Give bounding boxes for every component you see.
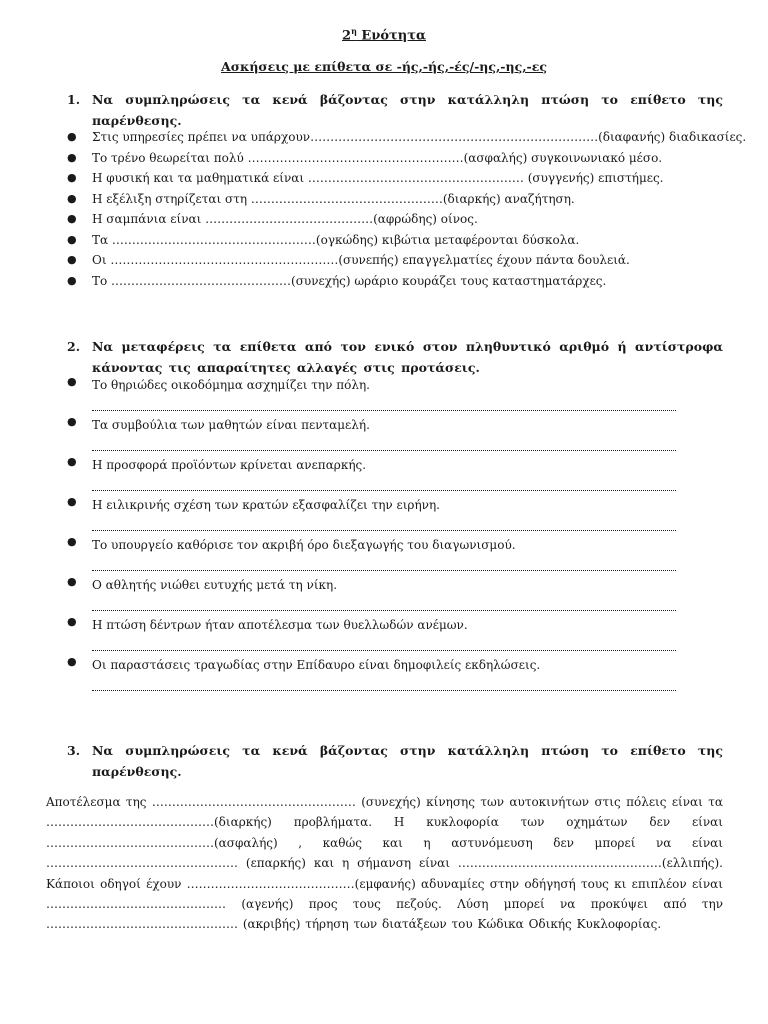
fill-sentence: Η εξέλιξη στηρίζεται στη …………………………………………(διαρκής) αναζήτηση. (92, 191, 575, 206)
title-superscript: η (351, 26, 357, 36)
bullet-icon: ● (67, 655, 77, 668)
transform-sentence: Η ειλικρινής σχέση των κρατών εξασφαλίζει την ειρήνη. (92, 498, 440, 512)
list-item (67, 127, 747, 148)
fill-sentence: Το ………………………………………(συνεχής) ωράριο κουράζει τους καταστηματάρχες. (92, 273, 607, 288)
list-item (67, 615, 727, 655)
page-subtitle: Ασκήσεις με επίθετα σε -ής,-ής,-ές/-ης,-ης,-ες (221, 59, 547, 74)
bullet-icon: ● (67, 615, 77, 628)
transform-sentence: Ο αθλητής νιώθει ευτυχής μετά τη νίκη. (92, 578, 338, 592)
list-item (67, 375, 727, 415)
list-item (67, 148, 727, 169)
bullet-icon: ● (67, 232, 77, 246)
title-number: 2 (342, 28, 352, 44)
transform-sentence: Το υπουργείο καθόρισε τον ακριβή όρο διεξαγωγής του διαγωνισμού. (92, 538, 516, 552)
transform-sentence: Τα συμβούλια των μαθητών είναι πενταμελή. (92, 418, 370, 432)
transform-sentence: Οι παραστάσεις τραγωδίας στην Επίδαυρο είναι δημοφιλείς εκδηλώσεις. (92, 658, 541, 672)
fill-sentence: Οι …………………………………………………(συνεπής) επαγγελματίες έχουν πάντα δουλειά. (92, 253, 630, 267)
bullet-icon: ● (67, 150, 77, 164)
bullet-icon: ● (67, 415, 77, 428)
transform-sentence: Η προσφορά προϊόντων κρίνεται ανεπαρκής. (92, 458, 367, 472)
fill-sentence: Στις υπηρεσίες πρέπει να υπάρχουν………………………………………………………………(διαφανής) διαδικασίες. (92, 130, 747, 144)
exercise-2-list (67, 375, 727, 695)
fill-sentence: Το τρένο θεωρείται πολύ ………………………………………………(ασφαλής) συγκοινωνιακό μέσο. (92, 150, 663, 165)
bullet-icon: ● (67, 130, 77, 143)
list-item (67, 535, 727, 575)
bullet-icon: ● (67, 575, 77, 588)
exercise-1-heading (67, 89, 723, 131)
exercise-3-paragraph: Αποτέλεσμα της …………………………………………… (συνεχής) κίνησης των αυτοκινήτων στις πόλεις είναι τα ……………………………………(διαρκής) προβλήματα. Η κυκλοφορία των οχημάτων δεν είναι ……………………………………(ασφαλής) , καθώς και η αστυνόμευση δεν μπορεί να είναι ………………………………………… (επαρκής) και η σήμανση είναι ……………………………………………(ελλιπής). Κάποιοι οδηγοί έχουν ……………………………………(εμφανής) αδυναμίες στην οδήγησή τους κι επιπλέον είναι ……………………………………… (αγενής) προς τους πεζούς. Λύση μπορεί να προκύψει από την ………………………………………… (ακριβής) τήρηση των διατάξεων του Κώδικα Οδικής Κυκλοφορίας. (46, 795, 723, 932)
list-item (67, 271, 727, 292)
bullet-icon: ● (67, 495, 77, 508)
fill-sentence: Τα ……………………………………………(ογκώδης) κιβώτια μεταφέρονται δύσκολα. (92, 232, 580, 247)
list-item (67, 415, 727, 455)
list-item (67, 189, 727, 210)
fill-sentence: Η φυσική και τα μαθηματικά είναι ……………………………………………… (συγγενής) επιστήμες. (92, 171, 664, 185)
list-item (67, 495, 727, 535)
exercise-2-instructions: Να μεταφέρεις τα επίθετα από τον ενικό στον πληθυντικό αριθμό ή αντίστροφα κάνοντας τις απαραίτητες αλλαγές στις προτάσεις. (92, 339, 723, 375)
exercise-3-number: 3. (67, 743, 81, 758)
list-item (67, 168, 727, 189)
title-word: Ενότητα (356, 28, 426, 44)
list-item (67, 655, 727, 695)
exercise-2-number: 2. (67, 339, 81, 354)
bullet-icon: ● (67, 535, 77, 548)
fill-sentence: Η σαμπάνια είναι ……………………………………(αφρώδης) οίνος. (92, 212, 478, 226)
exercise-1-number: 1. (67, 92, 81, 107)
list-item (67, 575, 727, 615)
exercise-1-instructions: Να συμπληρώσεις τα κενά βάζοντας στην κατάλληλη πτώση το επίθετο της παρένθεσης. (92, 92, 723, 128)
exercise-2-heading (67, 336, 723, 378)
exercise-1-list (67, 127, 747, 291)
list-item (67, 230, 727, 251)
transform-sentence: Η πτώση δέντρων ήταν αποτέλεσμα των θυελλωδών ανέμων. (92, 618, 468, 632)
list-item (67, 209, 727, 230)
bullet-icon: ● (67, 253, 77, 266)
page-title (0, 26, 768, 43)
bullet-icon: ● (67, 455, 77, 468)
bullet-icon: ● (67, 212, 77, 225)
bullet-icon: ● (67, 171, 77, 184)
exercise-3-heading (67, 740, 723, 782)
transform-sentence: Το θηριώδες οικοδόμημα ασχημίζει την πόλη. (92, 378, 370, 392)
bullet-icon: ● (67, 191, 77, 205)
exercise-3-instructions: Να συμπληρώσεις τα κενά βάζοντας στην κατάλληλη πτώση το επίθετο της παρένθεσης. (92, 743, 723, 779)
list-item (67, 455, 727, 495)
bullet-icon: ● (67, 375, 77, 388)
bullet-icon: ● (67, 273, 77, 287)
list-item (67, 250, 727, 271)
